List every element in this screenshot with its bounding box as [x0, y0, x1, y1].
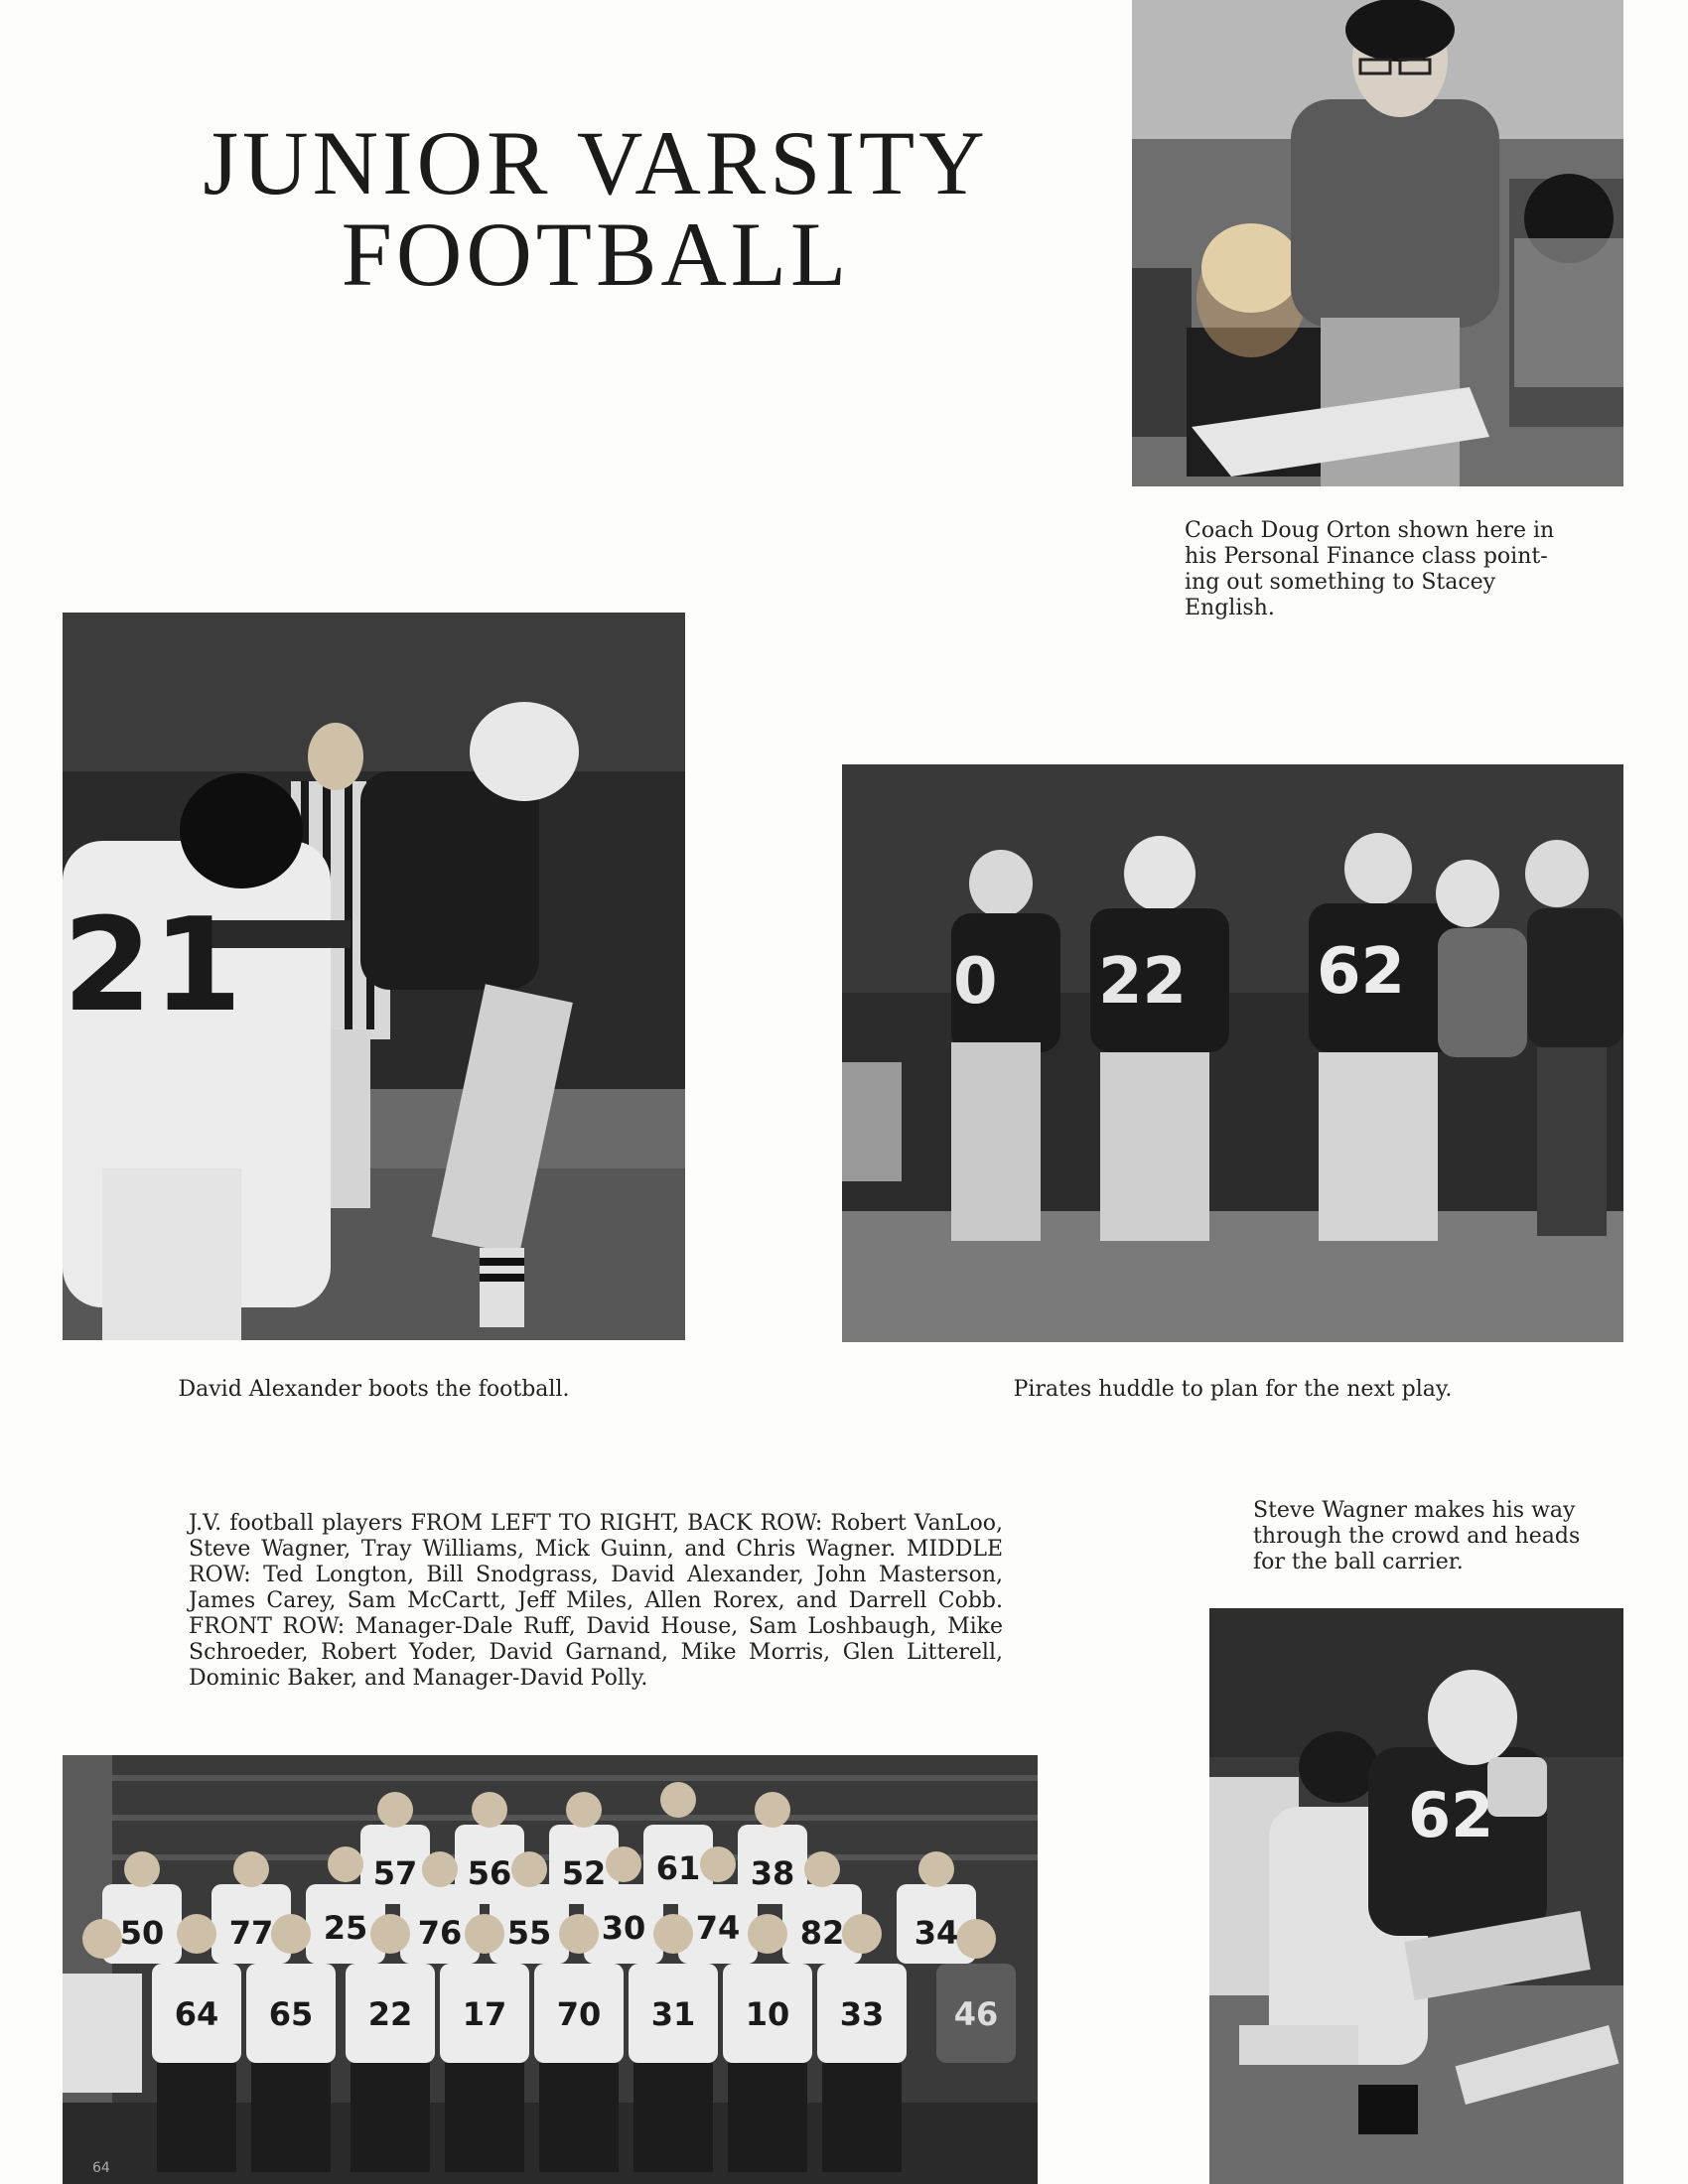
team-photo — [63, 1755, 1038, 2184]
middle-row-number: 34 — [914, 1914, 959, 1952]
back-row-number: 38 — [750, 1854, 795, 1892]
title-line-2: FOOTBALL — [341, 204, 851, 305]
team-caption: J.V. football players FROM LEFT TO RIGHT, BACK ROW: Robert VanLoo, Steve Wagner, Tray Williams, Mick Guinn, and Chris Wagner. MIDDLE ROW: Ted Longton, Bill Snodgrass, David Alexander, John Masterson, James Carey, Sam McCartt, Jeff Miles, Allen Rorex, and Darrell Cobb. FRONT ROW: Manager-Dale Ruff, David House, Sam Loshbaugh, Mike Schroeder, Robert Yoder, David Garnand, Mike Morris, Glen Litterell, Dominic Baker, and Manager-David Polly. — [189, 1511, 1003, 1691]
huddle-jersey-2: 22 — [1098, 945, 1188, 1019]
coach-photo — [1132, 0, 1623, 486]
kick-jersey-number: 21 — [63, 889, 242, 1040]
front-row-number: 64 — [174, 1995, 219, 2033]
middle-row-number: 76 — [417, 1914, 463, 1952]
front-row-number: 10 — [745, 1995, 790, 2033]
back-row-number: 56 — [467, 1854, 512, 1892]
middle-row-number: 74 — [695, 1909, 741, 1947]
middle-row-number: 82 — [799, 1914, 845, 1952]
kick-photo — [63, 613, 685, 1340]
wagner-photo — [1209, 1608, 1623, 2184]
middle-row-number: 30 — [601, 1909, 646, 1947]
page-number: 64 — [92, 2160, 110, 2176]
front-row-number: 33 — [839, 1995, 885, 2033]
back-row-number: 52 — [561, 1854, 607, 1892]
front-row-number: 46 — [953, 1995, 999, 2033]
coach-caption: Coach Doug Orton shown here in his Personal Finance class point-ing out something to Stacey English. — [1185, 518, 1555, 620]
wagner-jersey-number: 62 — [1408, 1779, 1494, 1851]
front-row-number: 17 — [462, 1995, 507, 2033]
front-row-number: 65 — [268, 1995, 314, 2033]
back-row-number: 61 — [655, 1849, 701, 1887]
front-row-number: 31 — [650, 1995, 696, 2033]
middle-row-number: 55 — [506, 1914, 552, 1952]
front-row-number: 22 — [367, 1995, 413, 2033]
front-row-number: 70 — [556, 1995, 602, 2033]
huddle-jersey-1: 0 — [953, 945, 998, 1019]
wagner-caption: Steve Wagner makes his way through the crowd and heads for the ball carrier. — [1253, 1498, 1581, 1574]
middle-row-number: 77 — [228, 1914, 274, 1952]
back-row-number: 57 — [372, 1854, 418, 1892]
huddle-photo — [842, 764, 1623, 1342]
huddle-caption: Pirates huddle to plan for the next play. — [1013, 1377, 1453, 1402]
middle-row-number: 50 — [119, 1914, 165, 1952]
huddle-jersey-3: 62 — [1317, 935, 1406, 1009]
kick-caption: David Alexander boots the football. — [178, 1377, 570, 1402]
page-title — [149, 112, 1043, 305]
middle-row-number: 25 — [323, 1909, 368, 1947]
title-line-1: JUNIOR VARSITY — [203, 112, 989, 213]
